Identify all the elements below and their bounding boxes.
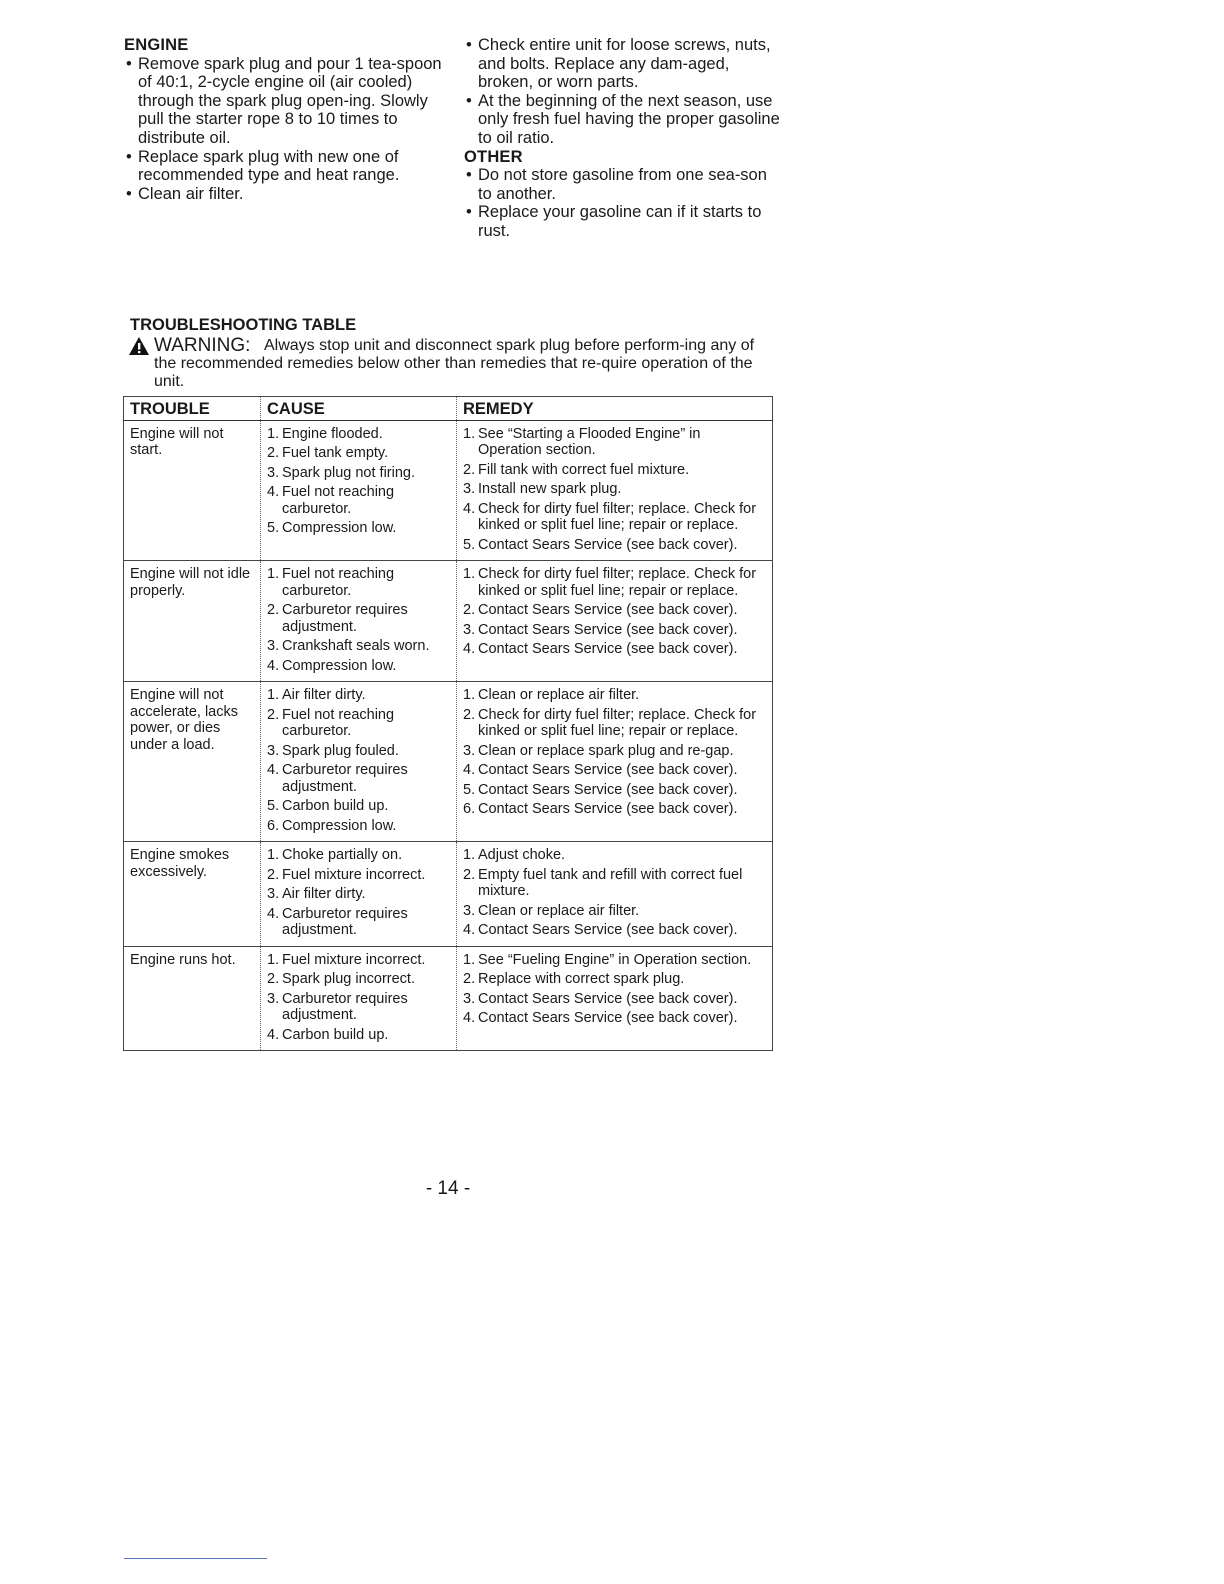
cause-cell	[261, 420, 457, 561]
remedy-item-number: 3.	[463, 481, 476, 497]
cause-item-number: 2.	[267, 866, 280, 883]
cause-cell	[261, 561, 457, 682]
remedy-item	[463, 687, 766, 704]
cause-item-number: 3.	[267, 990, 280, 1007]
cause-item-number: 5.	[267, 520, 280, 536]
remedy-cell	[457, 842, 773, 947]
remedy-item-text: Check for dirty fuel filter; replace. Check for kinked or split fuel line; repair or replace.	[478, 566, 757, 599]
header-trouble: TROUBLE	[124, 397, 261, 421]
cause-item	[267, 1027, 450, 1044]
cause-item	[267, 658, 450, 675]
remedy-item-text: Adjust choke.	[478, 847, 566, 863]
engine-heading: ENGINE	[124, 36, 189, 54]
cause-item-number: 4.	[267, 1026, 280, 1043]
cause-item-text: Compression low.	[282, 520, 397, 536]
remedy-item-text: Install new spark plug.	[478, 481, 622, 497]
cause-item-number: 2.	[267, 602, 280, 618]
remedy-item-number: 2.	[463, 602, 476, 618]
other-bullet: • Replace your gasoline can if it starts to rust.	[464, 203, 784, 240]
cause-item-text: Fuel tank empty.	[282, 445, 389, 461]
remedy-item-number: 2.	[463, 971, 476, 987]
remedy-item	[463, 641, 766, 658]
cause-cell	[261, 682, 457, 842]
remedy-item-text: Contact Sears Service (see back cover).	[478, 621, 738, 638]
remedy-item-number: 5.	[463, 781, 476, 798]
cause-item-number: 4.	[267, 762, 280, 778]
cause-item-number: 4.	[267, 905, 280, 922]
cause-item-number: 3.	[267, 638, 280, 654]
cause-item	[267, 818, 450, 835]
cause-item	[267, 465, 450, 482]
general-bullet: • At the beginning of the next season, use only fresh fuel having the proper gasoline to oil ratio.	[464, 92, 784, 148]
remedy-item	[463, 847, 766, 864]
cause-item	[267, 707, 450, 740]
table-row	[124, 946, 773, 1051]
table-body	[124, 420, 773, 1051]
remedy-item-number: 2.	[463, 461, 476, 478]
remedy-item-number: 4.	[463, 922, 476, 938]
trouble-cell: Engine will not start.	[124, 420, 261, 561]
remedy-item-number: 5.	[463, 536, 476, 553]
table-header-row	[124, 397, 773, 421]
engine-bullet-list	[124, 55, 444, 204]
cause-item	[267, 445, 450, 462]
remedy-item	[463, 426, 766, 459]
cause-item	[267, 484, 450, 517]
cause-item-text: Carbon build up.	[282, 1026, 389, 1043]
remedy-item-number: 1.	[463, 951, 476, 968]
engine-bullet: • Replace spark plug with new one of recommended type and heat range.	[124, 148, 444, 185]
warning-text: Always stop unit and disconnect spark plug before perform-ing any of the recommended remedies below other than remedies that re-quire operation of the unit.	[154, 337, 755, 390]
engine-bullet: • Clean air filter.	[124, 185, 444, 204]
cause-item-text: Spark plug incorrect.	[282, 971, 415, 987]
remedy-item-text: Clean or replace air filter.	[478, 902, 640, 919]
remedy-item	[463, 922, 766, 939]
cause-cell	[261, 842, 457, 947]
remedy-cell	[457, 946, 773, 1051]
cause-item-number: 2.	[267, 971, 280, 987]
cause-item	[267, 520, 450, 537]
cause-item-number: 3.	[267, 464, 280, 481]
remedy-item-text: Contact Sears Service (see back cover).	[478, 602, 738, 618]
page-number: - 14 -	[425, 1178, 471, 1199]
remedy-item-text: Contact Sears Service (see back cover).	[478, 641, 738, 657]
general-bullet: • Check entire unit for loose screws, nuts, and bolts. Replace any dam-aged, broken, or worn parts.	[464, 36, 784, 92]
engine-bullet: • Remove spark plug and pour 1 tea-spoon of 40:1, 2-cycle engine oil (air cooled) through the spark plug open-ing. Slowly pull the starter rope 8 to 10 times to distribute oil.	[124, 55, 444, 148]
remedy-item-text: Contact Sears Service (see back cover).	[478, 781, 738, 798]
remedy-item-text: Contact Sears Service (see back cover).	[478, 1010, 738, 1026]
cause-item-text: Fuel not reaching carburetor.	[282, 484, 395, 517]
remedy-item	[463, 952, 766, 969]
cause-item-text: Fuel not reaching carburetor.	[282, 706, 395, 739]
cause-item-text: Carburetor requires adjustment.	[282, 602, 408, 635]
remedy-item	[463, 903, 766, 920]
remedy-item-text: Fill tank with correct fuel mixture.	[478, 461, 690, 478]
remedy-item-number: 3.	[463, 902, 476, 919]
remedy-item-number: 6.	[463, 801, 476, 817]
cause-item	[267, 638, 450, 655]
cause-item-number: 4.	[267, 657, 280, 674]
remedy-item	[463, 602, 766, 619]
cause-item-text: Carburetor requires adjustment.	[282, 905, 408, 938]
cause-item-text: Carbon build up.	[282, 798, 389, 814]
remedy-item-number: 3.	[463, 742, 476, 759]
remedy-item-number: 3.	[463, 621, 476, 638]
cause-item-number: 1.	[267, 566, 280, 582]
cause-item-number: 6.	[267, 817, 280, 834]
remedy-item-text: Empty fuel tank and refill with correct fuel mixture.	[478, 866, 743, 899]
table-row	[124, 561, 773, 682]
cause-item	[267, 798, 450, 815]
cause-item-text: Fuel not reaching carburetor.	[282, 566, 395, 599]
cause-item-number: 1.	[267, 847, 280, 863]
header-remedy: REMEDY	[457, 397, 773, 421]
engine-section	[124, 36, 444, 203]
remedy-item	[463, 867, 766, 900]
remedy-item	[463, 537, 766, 554]
remedy-item-number: 1.	[463, 425, 476, 442]
troubleshooting-table	[123, 396, 773, 1051]
general-bullet-list	[464, 36, 784, 148]
remedy-item	[463, 481, 766, 498]
warning-notice	[128, 336, 768, 391]
other-bullet: • Do not store gasoline from one sea-son to another.	[464, 166, 784, 203]
remedy-item-number: 2.	[463, 866, 476, 883]
remedy-item	[463, 743, 766, 760]
troubleshooting-title: TROUBLESHOOTING TABLE	[130, 316, 357, 334]
remedy-item-number: 4.	[463, 500, 476, 517]
remedy-item	[463, 801, 766, 818]
trouble-cell: Engine runs hot.	[124, 946, 261, 1051]
trouble-cell: Engine smokes excessively.	[124, 842, 261, 947]
remedy-item	[463, 1010, 766, 1027]
cause-item	[267, 687, 450, 704]
cause-item-number: 2.	[267, 445, 280, 461]
remedy-item-text: Contact Sears Service (see back cover).	[478, 801, 738, 817]
remedy-item-number: 1.	[463, 566, 476, 582]
cause-item-number: 5.	[267, 798, 280, 814]
cause-item	[267, 847, 450, 864]
cause-item-text: Fuel mixture incorrect.	[282, 951, 426, 968]
cause-item-text: Crankshaft seals worn.	[282, 638, 430, 654]
remedy-item-number: 3.	[463, 990, 476, 1007]
cause-item-text: Compression low.	[282, 817, 397, 834]
cause-item	[267, 762, 450, 795]
remedy-item-number: 1.	[463, 847, 476, 863]
remedy-item	[463, 462, 766, 479]
remedy-item-text: Check for dirty fuel filter; replace. Check for kinked or split fuel line; repair or replace.	[478, 500, 757, 533]
remedy-item-text: See “Starting a Flooded Engine” in Operation section.	[478, 425, 701, 458]
remedy-item	[463, 501, 766, 534]
remedy-item-text: Contact Sears Service (see back cover).	[478, 536, 738, 553]
remedy-item-number: 4.	[463, 762, 476, 778]
trouble-cell: Engine will not accelerate, lacks power, or dies under a load.	[124, 682, 261, 842]
remedy-item	[463, 991, 766, 1008]
remedy-cell	[457, 561, 773, 682]
remedy-item-text: Check for dirty fuel filter; replace. Check for kinked or split fuel line; repair or replace.	[478, 706, 757, 739]
table-row	[124, 420, 773, 561]
remedy-item	[463, 707, 766, 740]
cause-item-text: Air filter dirty.	[282, 687, 366, 703]
trouble-cell: Engine will not idle properly.	[124, 561, 261, 682]
cause-item-number: 3.	[267, 742, 280, 759]
remedy-item-text: Replace with correct spark plug.	[478, 971, 685, 987]
cause-item-text: Engine flooded.	[282, 425, 383, 442]
remedy-item-text: Clean or replace air filter.	[478, 687, 640, 703]
remedy-item-number: 4.	[463, 1010, 476, 1026]
remedy-item	[463, 762, 766, 779]
remedy-item	[463, 971, 766, 988]
cause-item-text: Carburetor requires adjustment.	[282, 762, 408, 795]
warning-triangle-icon	[128, 336, 150, 356]
cause-item-text: Spark plug fouled.	[282, 742, 399, 759]
remedy-item	[463, 782, 766, 799]
cause-item	[267, 952, 450, 969]
cause-item-text: Choke partially on.	[282, 847, 403, 863]
cause-item-text: Compression low.	[282, 657, 397, 674]
remedy-item-text: Contact Sears Service (see back cover).	[478, 990, 738, 1007]
cause-item-text: Spark plug not firing.	[282, 464, 415, 481]
footer-rule	[124, 1558, 267, 1559]
cause-item	[267, 743, 450, 760]
remedy-item-number: 4.	[463, 641, 476, 657]
cause-item-text: Air filter dirty.	[282, 886, 366, 902]
remedy-item	[463, 566, 766, 599]
cause-item	[267, 867, 450, 884]
cause-item-number: 2.	[267, 706, 280, 723]
cause-item-number: 1.	[267, 951, 280, 968]
warning-label: WARNING:	[154, 335, 251, 356]
remedy-item-number: 2.	[463, 706, 476, 723]
cause-item	[267, 906, 450, 939]
cause-item	[267, 886, 450, 903]
cause-item-number: 1.	[267, 425, 280, 442]
table-row	[124, 682, 773, 842]
remedy-cell	[457, 682, 773, 842]
other-bullet-list	[464, 166, 784, 240]
cause-item	[267, 602, 450, 635]
header-cause: CAUSE	[261, 397, 457, 421]
remedy-item-number: 1.	[463, 687, 476, 703]
cause-item	[267, 971, 450, 988]
cause-item	[267, 991, 450, 1024]
remedy-item-text: Contact Sears Service (see back cover).	[478, 922, 738, 938]
cause-item-text: Fuel mixture incorrect.	[282, 866, 426, 883]
remedy-item-text: See “Fueling Engine” in Operation section.	[478, 951, 752, 968]
table-row	[124, 842, 773, 947]
remedy-item-text: Clean or replace spark plug and re-gap.	[478, 742, 734, 759]
general-other-section	[464, 36, 784, 241]
remedy-item-text: Contact Sears Service (see back cover).	[478, 762, 738, 778]
cause-cell	[261, 946, 457, 1051]
cause-item-number: 3.	[267, 886, 280, 902]
cause-item	[267, 566, 450, 599]
remedy-item	[463, 622, 766, 639]
cause-item-text: Carburetor requires adjustment.	[282, 990, 408, 1023]
cause-item-number: 4.	[267, 484, 280, 500]
remedy-cell	[457, 420, 773, 561]
cause-item	[267, 426, 450, 443]
other-heading: OTHER	[464, 147, 523, 166]
cause-item-number: 1.	[267, 687, 280, 703]
